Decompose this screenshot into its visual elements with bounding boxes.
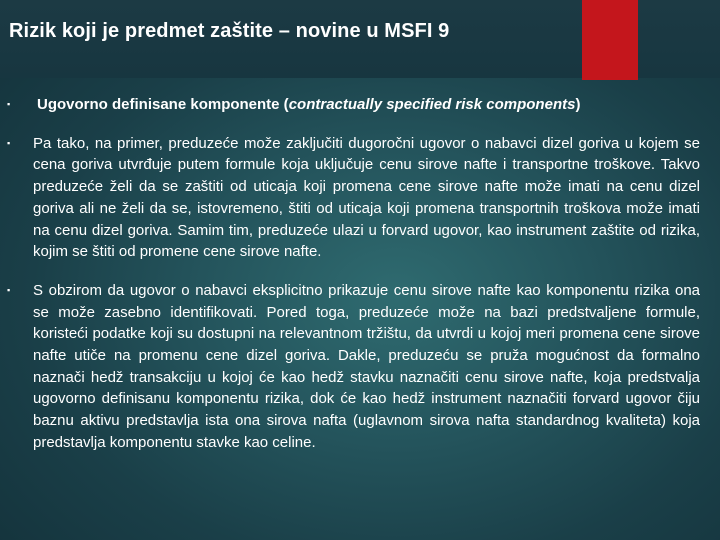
heading-lead-text: Ugovorno definisane komponente ( — [37, 96, 289, 113]
bullet-heading — [0, 94, 700, 116]
slide-content — [0, 94, 720, 454]
bullet-paragraph-1 — [0, 133, 700, 263]
paragraph-text: S obzirom da ugovor o nabavci eksplicitno prikazuje cenu sirove nafte kao komponentu rizika ona se može zasebno identifikovati. Pored toga, preduzeće može na bazi predstvaljene formule, koristeći podatke koji su dostupni na relevantnom tržištu, da utvrdi u kojoj meri promena cene sirove nafte utiče na promenu cene dizel goriva. Dakle, preduzeću se pruža mogućnost da formalno naznači hedž transakciju u kojoj će kao hedž stavku naznačiti cenu sirove nafte, koja predstvalja ugovorno definisanu komponentu rizika, dok će kao hedž instrument naznačiti forvard ugovor čiju baznu aktivu predstavlja ista ona sirova nafta (uglavnom sirova nafta standardnog kvaliteta) koja predstavlja komponentu stavke kao celine. — [33, 281, 700, 451]
paragraph-text: Pa tako, na primer, preduzeće može zaključiti dugoročni ugovor o nabavci dizel goriva u kojem se cena goriva utvrđuje putem formule koja uključuje cenu sirove nafte i transportne troškove. Takvo preduzeće želi da se zaštiti od uticaja koji promena cene sirove nafte može imati na cenu dizel goriva ali ne želi da se, istovremeno, štiti od uticaja koji promena transportnih troškova može imati na cenu dizel goriva. Samim tim, preduzeće ulazi u forvard ugovor, kao instrument zaštite od rizika, kojim se štiti od promene cene sirove nafte. — [33, 134, 700, 261]
bullet-marker: ▪ — [7, 99, 11, 109]
slide-title: Rizik koji je predmet zaštite – novine u MSFI 9 — [9, 20, 450, 42]
heading-tail-text: ) — [575, 96, 581, 113]
heading-italic-text: contractually specified risk components — [288, 96, 576, 113]
bullet-marker: ▪ — [7, 284, 11, 295]
bullet-marker: ▪ — [7, 137, 11, 148]
red-accent-bar — [582, 0, 638, 80]
bullet-paragraph-2 — [0, 280, 700, 454]
